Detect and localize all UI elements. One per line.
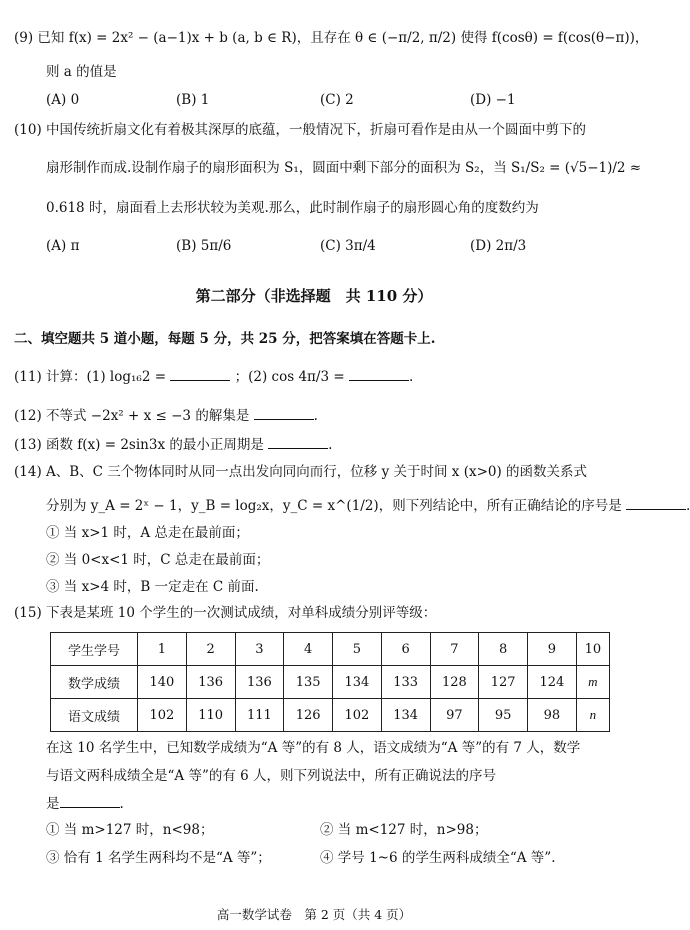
q10-option-c: (C) 3π/4 [320, 238, 376, 254]
table-cell: 134 [381, 699, 430, 732]
table-cell: 6 [381, 633, 430, 666]
q10-line1: (10) 中国传统折扇文化有着极其深厚的底蕴，一般情况下，折扇可看作是由从一个圆面中剪下的 [14, 122, 587, 138]
table-cell: 128 [430, 666, 479, 699]
table-cell: 98 [528, 699, 577, 732]
page-footer: 高一数学试卷 第 2 页（共 4 页） [216, 907, 412, 922]
q10-line3: 0.618 时，扇面看上去形状较为美观.那么，此时制作扇子的扇形圆心角的度数约为 [46, 200, 539, 216]
q15-para2: 与语文两科成绩全是“A 等”的有 6 人，则下列说法中，所有正确说法的序号 [46, 768, 497, 784]
table-cell: 111 [235, 699, 284, 732]
q15-para1: 在这 10 名学生中，已知数学成绩为“A 等”的有 8 人，语文成绩为“A 等”的有 7 人，数学 [46, 740, 581, 756]
q9-line1: (9) 已知 f(x) = 2x² − (a−1)x + b (a, b ∈ R)，且存在 θ ∈ (−π/2, π/2) 使得 f(cosθ) = f(cos(θ−π))， [14, 30, 649, 46]
table-cell: 133 [381, 666, 430, 699]
q14-end: . [686, 498, 690, 514]
q13-line [14, 436, 332, 453]
q9-line2: 则 a 的值是 [46, 64, 117, 80]
q15-item-2: ② 当 m<127 时，n>98； [320, 822, 488, 838]
table-cell: 3 [235, 633, 284, 666]
q12-line [14, 407, 318, 424]
table-cell: 124 [528, 666, 577, 699]
table-cell: 95 [479, 699, 528, 732]
q10-option-a: (A) π [46, 238, 80, 254]
q12-text: (12) 不等式 −2x² + x ≤ −3 的解集是 [14, 408, 250, 424]
table-cell: 1 [138, 633, 187, 666]
table-cell: 135 [284, 666, 333, 699]
table-cell: n [576, 699, 609, 732]
q15-item-4: ④ 学号 1~6 的学生两科成绩全“A 等”. [320, 850, 556, 866]
table-cell: 136 [235, 666, 284, 699]
table-row [51, 666, 610, 699]
section-heading: 二、填空题共 5 道小题，每题 5 分，共 25 分，把答案填在答题卡上. [14, 331, 436, 347]
table-cell: 134 [333, 666, 382, 699]
q15-line1: (15) 下表是某班 10 个学生的一次测试成绩，对单科成绩分别评等级： [14, 605, 437, 621]
q15-blank [60, 795, 120, 808]
q12-blank [254, 407, 314, 420]
q10-option-d: (D) 2π/3 [470, 238, 527, 254]
q14-item-2: ② 当 0<x<1 时，C 总走在最前面； [46, 552, 270, 568]
table-cell: 126 [284, 699, 333, 732]
q10-line2: 扇形制作而成.设制作扇子的扇形面积为 S₁，圆面中剩下部分的面积为 S₂，当 S₁/S₂ = (√5−1)/2 ≈ [46, 160, 642, 176]
score-table [50, 632, 610, 732]
table-cell: 7 [430, 633, 479, 666]
table-cell: 学生学号 [51, 633, 138, 666]
table-cell: m [576, 666, 609, 699]
table-cell: 102 [333, 699, 382, 732]
q15-item-1: ① 当 m>127 时，n<98； [46, 822, 214, 838]
table-cell: 127 [479, 666, 528, 699]
table-cell: 10 [576, 633, 609, 666]
part2-title: 第二部分（非选择题 共 110 分） [195, 287, 433, 305]
q15-para3 [46, 795, 124, 812]
table-cell: 9 [528, 633, 577, 666]
table-cell: 136 [186, 666, 235, 699]
q11-blank1 [170, 368, 230, 381]
q11-end: . [408, 369, 414, 385]
q10-option-b: (B) 5π/6 [176, 238, 232, 254]
q9-option-d: (D) −1 [470, 92, 516, 108]
q14-item-1: ① 当 x>1 时，A 总走在最前面； [46, 525, 249, 541]
q9-option-a: (A) 0 [46, 92, 80, 108]
table-cell: 140 [138, 666, 187, 699]
table-cell: 8 [479, 633, 528, 666]
table-cell: 4 [284, 633, 333, 666]
table-cell: 97 [430, 699, 479, 732]
q15-item-3: ③ 恰有 1 名学生两科均不是“A 等”； [46, 850, 271, 866]
q14-line2 [46, 497, 690, 514]
table-cell: 语文成绩 [51, 699, 138, 732]
q9-option-b: (B) 1 [176, 92, 210, 108]
q11-line [14, 368, 413, 385]
q11-part1: (11) 计算：(1) log₁₆2 = [14, 369, 167, 385]
q13-text: (13) 函数 f(x) = 2sin3x 的最小正周期是 [14, 437, 264, 453]
q13-end: . [328, 437, 333, 453]
q13-blank [268, 436, 328, 449]
q14-item-3: ③ 当 x>4 时，B 一定走在 C 前面. [46, 579, 259, 595]
q15-para3-text: 是 [46, 796, 60, 812]
q14-line2-text: 分别为 y_A = 2ˣ − 1，y_B = log₂x，y_C = x^(1/2)，则下列结论中，所有正确结论的序号是 [46, 498, 622, 514]
table-row [51, 699, 610, 732]
q11-blank2 [349, 368, 409, 381]
table-cell: 5 [333, 633, 382, 666]
table-header-row [51, 633, 610, 666]
table-cell: 102 [138, 699, 187, 732]
table-cell: 2 [186, 633, 235, 666]
q15-end: . [119, 796, 124, 812]
table-cell: 110 [186, 699, 235, 732]
q14-blank [626, 497, 686, 510]
q12-end: . [313, 408, 318, 424]
q9-option-c: (C) 2 [320, 92, 354, 108]
q11-part2: ；(2) cos 4π/3 = [234, 369, 345, 385]
table-cell: 数学成绩 [51, 666, 138, 699]
q14-line1: (14) A、B、C 三个物体同时从同一点出发向同向而行，位移 y 关于时间 x (x>0) 的函数关系式 [14, 464, 588, 480]
